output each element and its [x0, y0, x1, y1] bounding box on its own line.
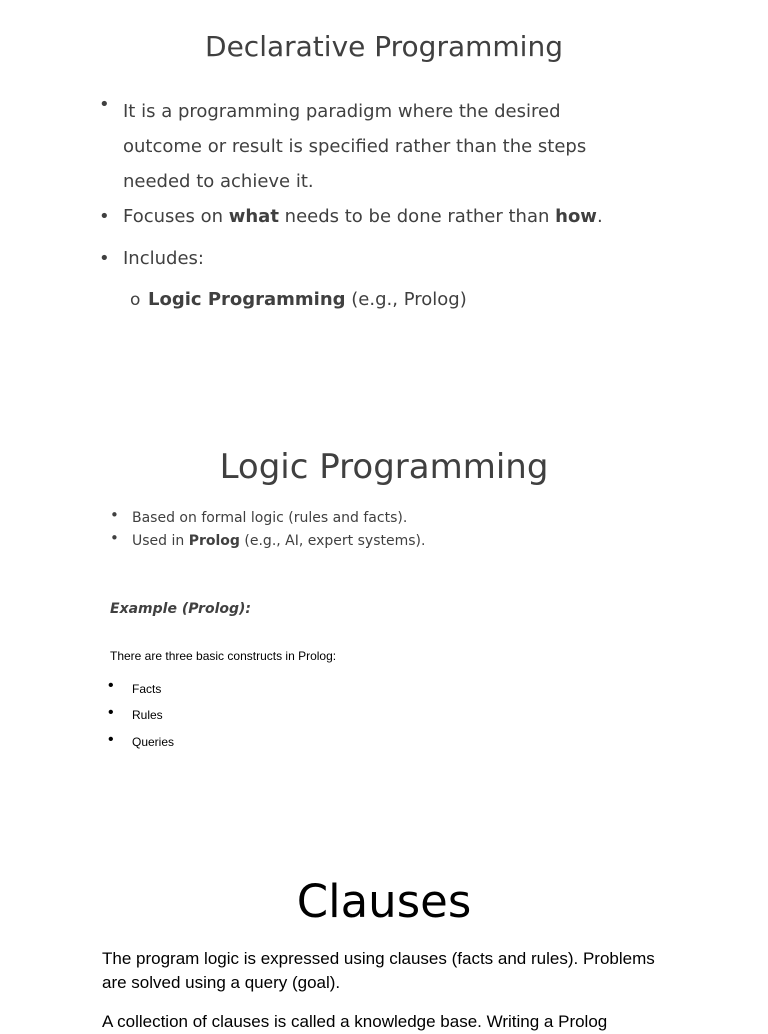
slide1-bullet-3: Includes:: [123, 248, 204, 269]
slide1-sub-bullet-bold: Logic Programming: [148, 289, 346, 310]
slide1-bullet-1-line-2: outcome or result is specified rather than the steps: [123, 136, 587, 157]
clauses-paragraph-2: A collection of clauses is called a knowledge base. Writing a Prolog: [102, 1012, 608, 1031]
slide2-bullet-2-prolog: Prolog: [188, 533, 240, 549]
bullet-dot: •: [108, 677, 114, 694]
example-heading: Example (Prolog):: [110, 601, 252, 617]
bullet-dot: •: [108, 731, 114, 748]
sub-bullet-marker: o: [130, 290, 141, 310]
slide1-sub-bullet: [148, 289, 467, 310]
clauses-paragraph-1: [102, 947, 655, 995]
slide1-bullet-2-how: how: [555, 206, 597, 227]
constructs-intro: There are three basic constructs in Prolog:: [110, 649, 337, 663]
construct-item: Facts: [132, 682, 162, 696]
slide1-bullet-2: [123, 206, 603, 227]
slide1-title: Declarative Programming: [205, 30, 563, 63]
slide1-bullet-1: [123, 94, 586, 199]
slide1-bullet-1-line-1: It is a programming paradigm where the desired: [123, 101, 561, 122]
bullet-dot: •: [110, 529, 119, 547]
slide1-bullet-2-what: what: [228, 206, 279, 227]
bullet-dot: •: [99, 94, 110, 115]
slide2-bullet-2: [132, 533, 425, 549]
clauses-paragraph-1-line-2: are solved using a query (goal).: [102, 973, 341, 992]
slide2-bullet-2-post: (e.g., AI, expert systems).: [239, 533, 426, 549]
slide2-bullet-2-pre: Used in: [132, 533, 189, 549]
bullet-dot: •: [110, 506, 119, 524]
slide2-bullet-1: Based on formal logic (rules and facts).: [132, 510, 408, 526]
bullet-dot: •: [99, 206, 110, 227]
slide1-bullet-1-line-3: needed to achieve it.: [123, 171, 314, 192]
slide3-title: Clauses: [296, 875, 472, 928]
slide1-sub-bullet-rest: (e.g., Prolog): [345, 289, 467, 310]
bullet-dot: •: [108, 704, 114, 721]
construct-item: Queries: [132, 735, 175, 749]
slide1-bullet-2-mid: needs to be done rather than: [278, 206, 556, 227]
construct-item: Rules: [132, 708, 163, 722]
slide2-title: Logic Programming: [219, 447, 549, 487]
slide1-bullet-2-pre: Focuses on: [123, 206, 229, 227]
bullet-dot: •: [99, 248, 110, 269]
clauses-paragraph-1-line-1: The program logic is expressed using clauses (facts and rules). Problems: [102, 949, 655, 968]
slide1-bullet-2-post: .: [596, 206, 603, 227]
